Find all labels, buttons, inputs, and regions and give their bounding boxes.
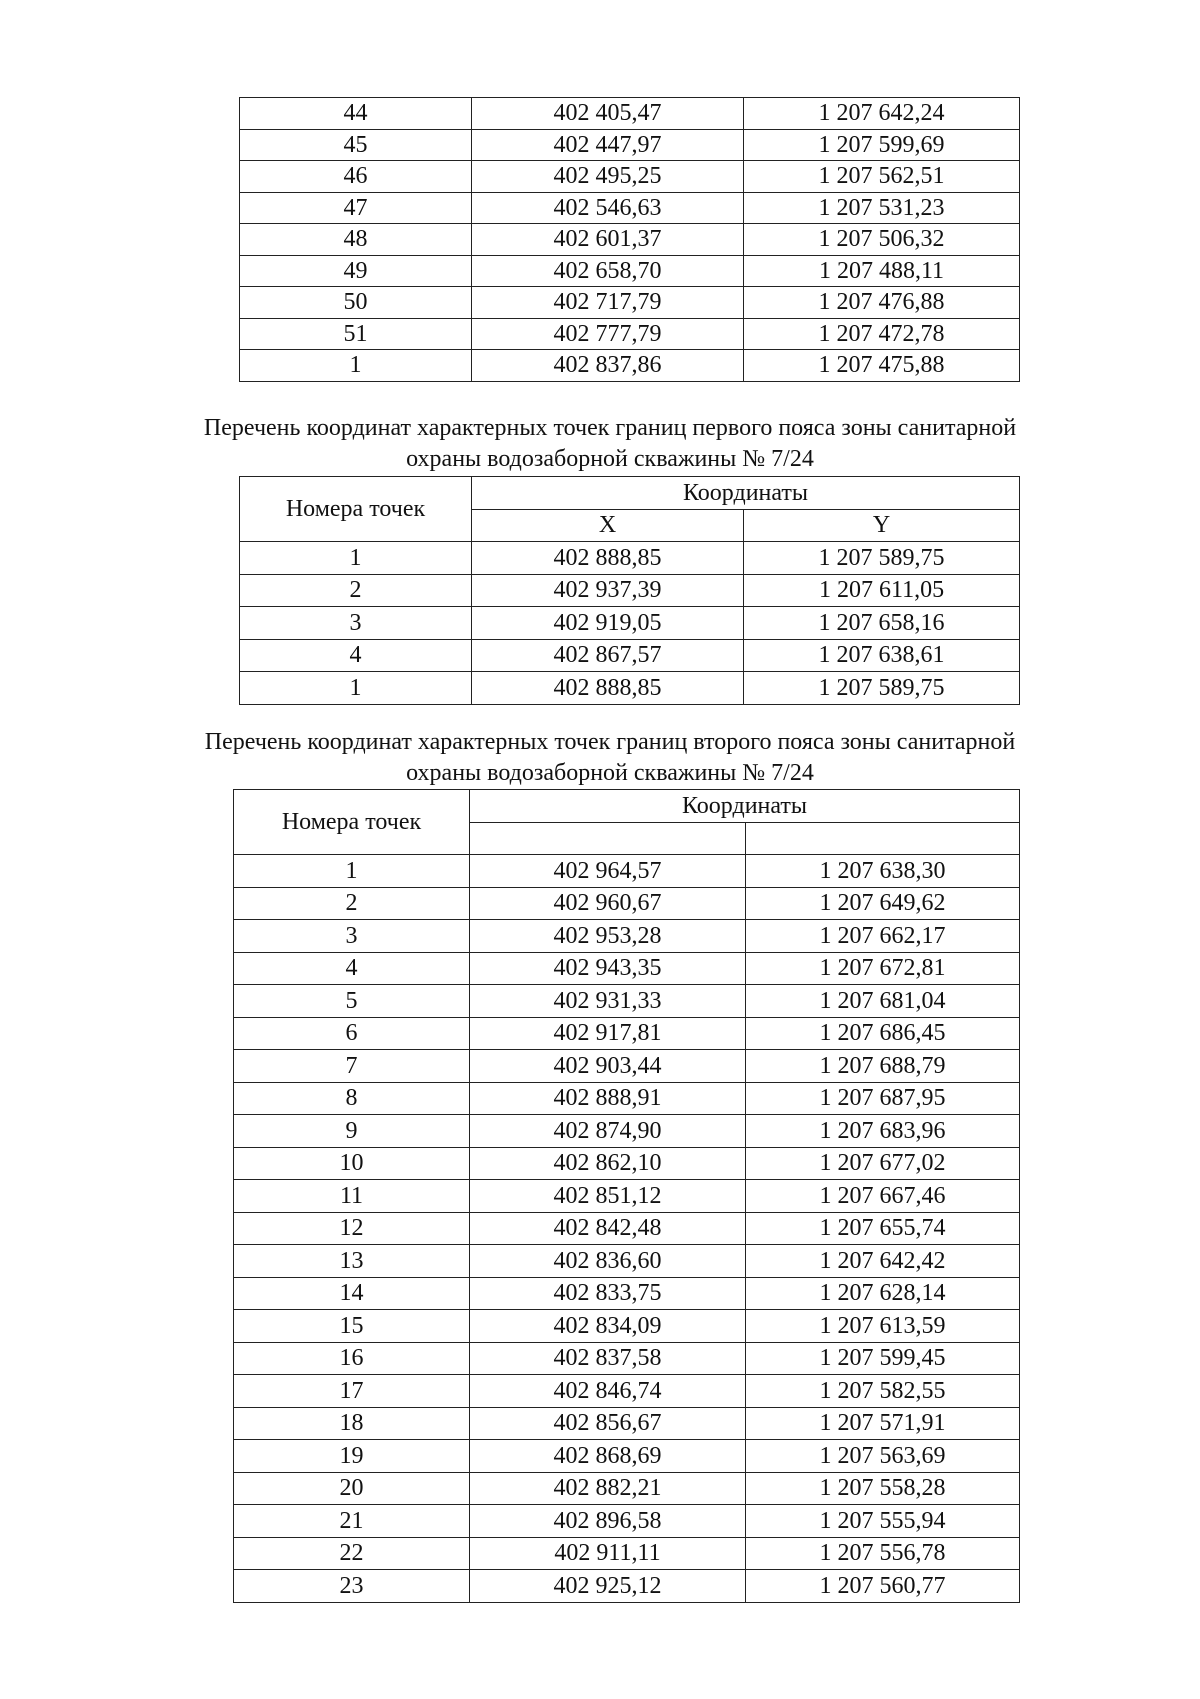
table-row [240,318,1020,350]
x-coordinate-cell: 402 964,57 [470,855,746,888]
y-coordinate-cell: 1 207 677,02 [746,1147,1020,1180]
x-coordinate-cell: 402 405,47 [472,98,744,130]
x-coordinate-cell: 402 856,67 [470,1407,746,1440]
y-coordinate-cell: 1 207 582,55 [746,1375,1020,1408]
point-number-cell: 45 [240,129,472,161]
y-coordinate-cell: 1 207 638,30 [746,855,1020,888]
y-coordinate-cell: 1 207 599,45 [746,1342,1020,1375]
x-coordinate-cell: 402 937,39 [472,574,744,607]
second-belt-coordinates-table [233,789,1020,1603]
x-coordinate-cell: 402 601,37 [472,224,744,256]
y-coordinate-cell: 1 207 642,24 [744,98,1020,130]
y-coordinate-cell: 1 207 506,32 [744,224,1020,256]
y-coordinate-cell: 1 207 662,17 [746,920,1020,953]
y-coordinate-cell: 1 207 613,59 [746,1310,1020,1343]
y-coordinate-cell: 1 207 563,69 [746,1440,1020,1473]
table-row [240,639,1020,672]
point-number-cell: 19 [234,1440,470,1473]
table-row [240,350,1020,382]
x-coordinate-cell: 402 919,05 [472,607,744,640]
header-y: Y [744,509,1020,542]
table-row [234,1570,1020,1603]
table-row [240,542,1020,575]
point-number-cell: 7 [234,1050,470,1083]
x-coordinate-cell: 402 836,60 [470,1245,746,1278]
point-number-cell: 47 [240,192,472,224]
coordinates-table-continued [239,97,1020,382]
y-coordinate-cell: 1 207 556,78 [746,1537,1020,1570]
point-number-cell: 4 [240,639,472,672]
y-coordinate-cell: 1 207 599,69 [744,129,1020,161]
y-coordinate-cell: 1 207 562,51 [744,161,1020,193]
table-row [234,1017,1020,1050]
y-coordinate-cell: 1 207 638,61 [744,639,1020,672]
table-row [240,574,1020,607]
point-number-cell: 3 [240,607,472,640]
point-number-cell: 16 [234,1342,470,1375]
table-row [234,1310,1020,1343]
x-coordinate-cell: 402 447,97 [472,129,744,161]
table-row [234,1440,1020,1473]
point-number-cell: 50 [240,287,472,319]
table-row [240,129,1020,161]
point-number-cell: 11 [234,1180,470,1213]
x-coordinate-cell: 402 546,63 [472,192,744,224]
x-coordinate-cell: 402 903,44 [470,1050,746,1083]
point-number-cell: 10 [234,1147,470,1180]
point-number-cell: 22 [234,1537,470,1570]
table-row [240,98,1020,130]
first-belt-caption-line1: Перечень координат характерных точек границ первого пояса зоны санитарной [203,415,1017,441]
y-coordinate-cell: 1 207 672,81 [746,952,1020,985]
x-coordinate-cell: 402 834,09 [470,1310,746,1343]
point-number-cell: 1 [240,350,472,382]
x-coordinate-cell: 402 925,12 [470,1570,746,1603]
point-number-cell: 6 [234,1017,470,1050]
point-number-cell: 18 [234,1407,470,1440]
table-row [234,1505,1020,1538]
x-coordinate-cell: 402 943,35 [470,952,746,985]
y-coordinate-cell: 1 207 476,88 [744,287,1020,319]
y-coordinate-cell: 1 207 686,45 [746,1017,1020,1050]
point-number-cell: 3 [234,920,470,953]
point-number-cell: 44 [240,98,472,130]
y-coordinate-cell: 1 207 611,05 [744,574,1020,607]
table-row [234,1277,1020,1310]
x-coordinate-cell: 402 842,48 [470,1212,746,1245]
point-number-cell: 2 [234,887,470,920]
y-coordinate-cell: 1 207 488,11 [744,255,1020,287]
point-number-cell: 51 [240,318,472,350]
point-number-cell: 1 [234,855,470,888]
table-row [240,287,1020,319]
header-y [746,822,1020,855]
table-row [234,855,1020,888]
table-row [240,192,1020,224]
point-number-cell: 9 [234,1115,470,1148]
x-coordinate-cell: 402 777,79 [472,318,744,350]
x-coordinate-cell: 402 917,81 [470,1017,746,1050]
x-coordinate-cell: 402 851,12 [470,1180,746,1213]
x-coordinate-cell: 402 911,11 [470,1537,746,1570]
y-coordinate-cell: 1 207 688,79 [746,1050,1020,1083]
x-coordinate-cell: 402 862,10 [470,1147,746,1180]
y-coordinate-cell: 1 207 558,28 [746,1472,1020,1505]
table-row [234,1245,1020,1278]
table-row [240,607,1020,640]
point-number-cell: 12 [234,1212,470,1245]
table-row [234,1180,1020,1213]
x-coordinate-cell: 402 882,21 [470,1472,746,1505]
point-number-cell: 49 [240,255,472,287]
y-coordinate-cell: 1 207 628,14 [746,1277,1020,1310]
x-coordinate-cell: 402 888,85 [472,542,744,575]
second-belt-caption-line1: Перечень координат характерных точек границ второго пояса зоны санитарной [204,729,1016,755]
y-coordinate-cell: 1 207 571,91 [746,1407,1020,1440]
table-row [240,255,1020,287]
point-number-cell: 48 [240,224,472,256]
table-row [234,1115,1020,1148]
table-row [234,1050,1020,1083]
table-row [234,1407,1020,1440]
table-row [240,224,1020,256]
point-number-cell: 13 [234,1245,470,1278]
header-coordinates: Координаты [470,790,1020,823]
point-number-cell: 46 [240,161,472,193]
x-coordinate-cell: 402 837,58 [470,1342,746,1375]
table-row [234,1472,1020,1505]
x-coordinate-cell: 402 837,86 [472,350,744,382]
table-row [234,1342,1020,1375]
point-number-cell: 15 [234,1310,470,1343]
point-number-cell: 17 [234,1375,470,1408]
table-row [234,952,1020,985]
table-row [234,1537,1020,1570]
y-coordinate-cell: 1 207 683,96 [746,1115,1020,1148]
y-coordinate-cell: 1 207 531,23 [744,192,1020,224]
point-number-cell: 4 [234,952,470,985]
header-point-numbers: Номера точек [240,477,472,542]
x-coordinate-cell: 402 896,58 [470,1505,746,1538]
point-number-cell: 14 [234,1277,470,1310]
x-coordinate-cell: 402 888,91 [470,1082,746,1115]
header-x [470,822,746,855]
point-number-cell: 1 [240,542,472,575]
y-coordinate-cell: 1 207 658,16 [744,607,1020,640]
first-belt-caption-line2: охраны водозаборной скважины № 7/24 [406,446,814,472]
x-coordinate-cell: 402 888,85 [472,672,744,705]
point-number-cell: 2 [240,574,472,607]
point-number-cell: 8 [234,1082,470,1115]
header-x: X [472,509,744,542]
y-coordinate-cell: 1 207 642,42 [746,1245,1020,1278]
x-coordinate-cell: 402 931,33 [470,985,746,1018]
table-row [240,161,1020,193]
x-coordinate-cell: 402 846,74 [470,1375,746,1408]
y-coordinate-cell: 1 207 649,62 [746,887,1020,920]
x-coordinate-cell: 402 868,69 [470,1440,746,1473]
table-row [234,985,1020,1018]
y-coordinate-cell: 1 207 667,46 [746,1180,1020,1213]
point-number-cell: 20 [234,1472,470,1505]
header-coordinates: Координаты [472,477,1020,510]
table-row [240,672,1020,705]
table-row [234,1147,1020,1180]
table-row [234,1212,1020,1245]
y-coordinate-cell: 1 207 589,75 [744,542,1020,575]
x-coordinate-cell: 402 495,25 [472,161,744,193]
y-coordinate-cell: 1 207 560,77 [746,1570,1020,1603]
y-coordinate-cell: 1 207 475,88 [744,350,1020,382]
second-belt-caption-line2: охраны водозаборной скважины № 7/24 [406,760,814,786]
first-belt-caption [150,413,1070,475]
x-coordinate-cell: 402 658,70 [472,255,744,287]
table-row [234,1082,1020,1115]
header-point-numbers: Номера точек [234,790,470,855]
y-coordinate-cell: 1 207 681,04 [746,985,1020,1018]
first-belt-coordinates-table [239,476,1020,705]
x-coordinate-cell: 402 867,57 [472,639,744,672]
y-coordinate-cell: 1 207 555,94 [746,1505,1020,1538]
x-coordinate-cell: 402 874,90 [470,1115,746,1148]
point-number-cell: 23 [234,1570,470,1603]
table-row [234,1375,1020,1408]
point-number-cell: 5 [234,985,470,1018]
x-coordinate-cell: 402 960,67 [470,887,746,920]
y-coordinate-cell: 1 207 655,74 [746,1212,1020,1245]
x-coordinate-cell: 402 833,75 [470,1277,746,1310]
y-coordinate-cell: 1 207 589,75 [744,672,1020,705]
y-coordinate-cell: 1 207 687,95 [746,1082,1020,1115]
x-coordinate-cell: 402 717,79 [472,287,744,319]
second-belt-caption [150,727,1070,789]
y-coordinate-cell: 1 207 472,78 [744,318,1020,350]
x-coordinate-cell: 402 953,28 [470,920,746,953]
point-number-cell: 1 [240,672,472,705]
table-row [234,920,1020,953]
table-row [234,887,1020,920]
point-number-cell: 21 [234,1505,470,1538]
